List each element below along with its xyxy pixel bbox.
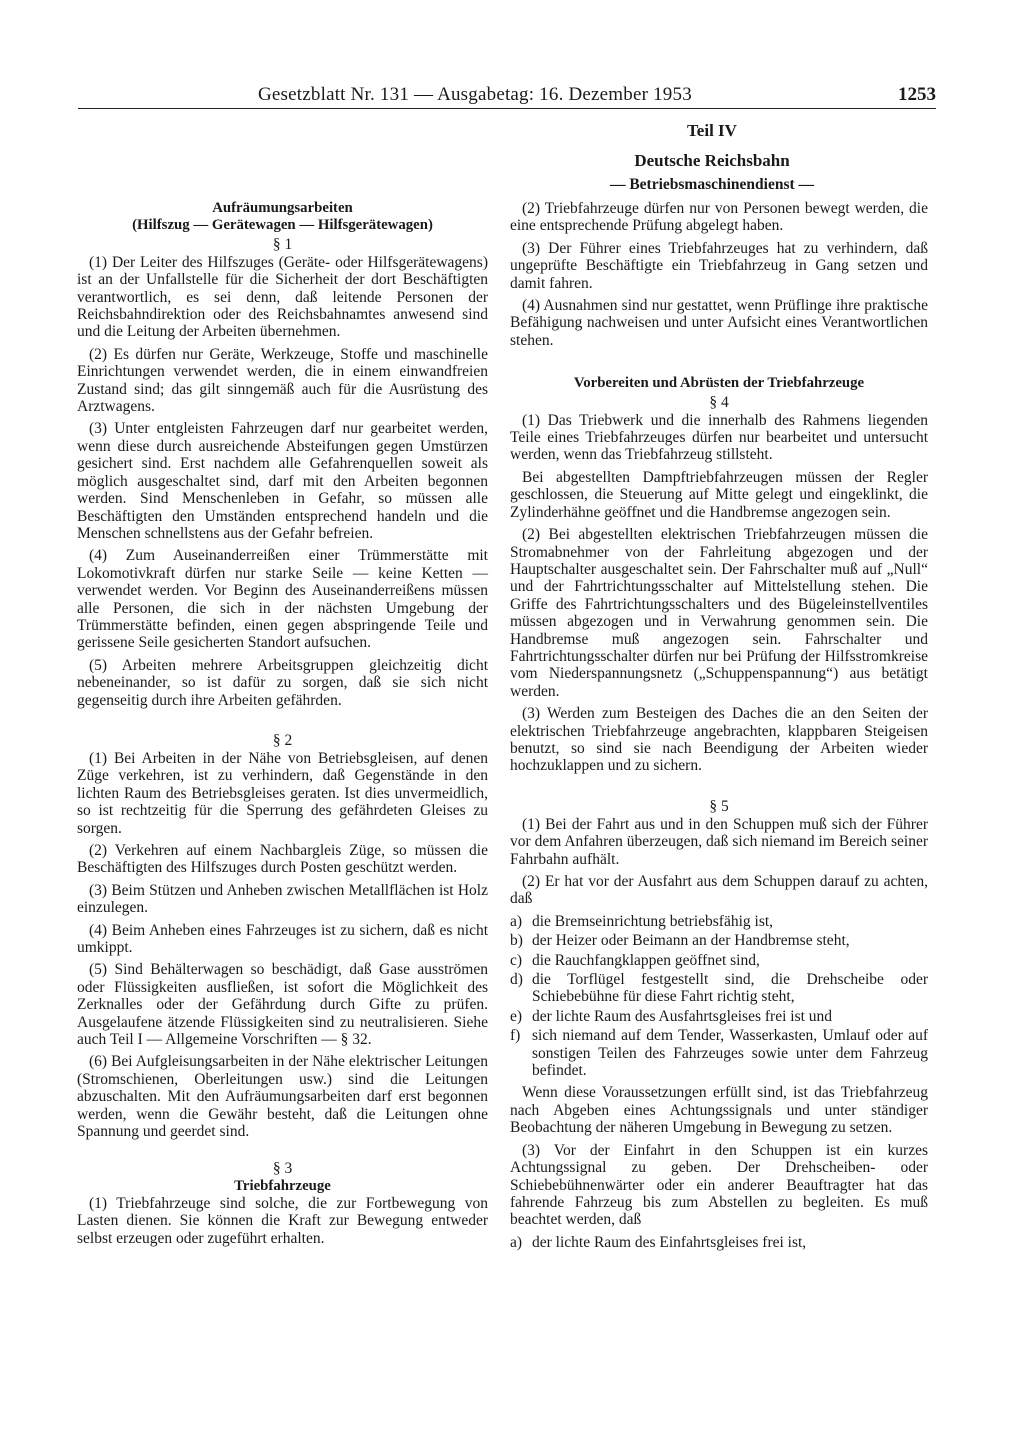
- paragraph: (5) Sind Behälterwagen so beschädigt, daß Gase ausströmen oder Flüssigkeiten ausfließen, ist sofort die Möglichkeit des Zerknalles oder der Gefährdung durch Gifte zu prüfen. Ausgelaufene ätzende Flüssigkeiten sind zu neutralisieren. Siehe auch Teil I — Allgemeine Vorschriften — § 32.: [77, 961, 488, 1049]
- part-title: Teil IV: [687, 121, 737, 140]
- paragraph: (4) Beim Anheben eines Fahrzeuges ist zu sichern, daß es nicht umkippt.: [77, 921, 488, 957]
- list-item-text: die Bremseinrichtung betriebsfähig ist,: [532, 912, 774, 930]
- list-item: [510, 913, 928, 930]
- paragraph: Bei abgestellten Dampftriebfahrzeugen müssen der Regler geschlossen, die Steuerung auf Mitte gelegt und eingeklinkt, die Zylinderhähne geöffnet und die Handbremse angezogen sein.: [510, 468, 928, 521]
- paragraph: (3) Werden zum Besteigen des Daches die an den Seiten der elektrischen Triebfahrzeuge angebrachten, klappbaren Steigeisen benutzt, so sind sie nach Beendigung der Arbeiten wieder hochzuklappen und zu sichern.: [510, 705, 928, 775]
- page-number: 1253: [898, 84, 936, 105]
- list-marker: a): [510, 912, 523, 930]
- paragraph: (2) Bei abgestellten elektrischen Triebfahrzeugen müssen die Stromabnehmer von der Fahrleitung abgezogen und der Hauptschalter ausgeschaltet sein. Der Fahrschalter muß auf „Null“ und der Fahrtrichtungsschalter auf Mittelstellung stehen. Die Griffe des Fahrtrichtungsschalters und des Bügeleinstellventiles müssen abgezogen und in Verwahrung genommen sein. Die Handbremse muß angezogen sein. Fahrschalter und Fahrtrichtungsschalter dürfen nur bei Prüfung der Hilfsstromkreise vom Niederspannungsnetz („Schuppenspannung“) aus betätigt werden.: [510, 526, 928, 700]
- section-heading: Triebfahrzeuge: [234, 1177, 331, 1194]
- list-marker: e): [510, 1007, 523, 1025]
- list-item-text: der Heizer oder Beimann an der Handbremse steht,: [532, 932, 850, 950]
- condition-list: [510, 1234, 928, 1251]
- paragraph: Wenn diese Voraussetzungen erfüllt sind, ist das Triebfahrzeug nach Abgeben eines Achtungssignals und unter ständiger Beobachtung der näheren Umgebung in Bewegung zu setzen.: [510, 1084, 928, 1137]
- list-marker: a): [510, 1233, 523, 1251]
- paragraph: (3) Der Führer eines Triebfahrzeuges hat zu verhindern, daß ungeprüfte Beschäftigte ein Triebfahrzeug in Gang setzen und damit fahren.: [510, 239, 928, 292]
- paragraph-sign-5: § 5: [709, 797, 729, 815]
- paragraph: (1) Bei Arbeiten in der Nähe von Betriebsgleisen, auf denen Züge verkehren, ist zu verhindern, daß Gegenstände in den lichten Raum des Betriebsgleises geraten. Ist dies unvermeidlich, so ist rechtzeitig für die Sperrung des gefährdeten Gleises zu sorgen.: [77, 749, 488, 837]
- section-heading: Vorbereiten und Abrüsten der Triebfahrzeuge: [573, 375, 865, 392]
- paragraph-sign-4: § 4: [709, 393, 729, 411]
- paragraph-sign-1: § 1: [272, 235, 293, 253]
- paragraph-sign-2: § 2: [272, 731, 293, 749]
- list-item: [510, 971, 928, 1006]
- left-column: [77, 200, 488, 1252]
- list-item-text: sich niemand auf dem Tender, Wasserkasten, Umlauf oder auf sonstigen Teilen des Fahrzeuges sowie unter dem Fahrzeug befindet.: [532, 1027, 928, 1080]
- paragraph: (2) Triebfahrzeuge dürfen nur von Personen bewegt werden, die eine entsprechende Prüfung abgelegt haben.: [510, 200, 928, 235]
- paragraph: (2) Er hat vor der Ausfahrt aus dem Schuppen darauf zu achten, daß: [510, 873, 928, 908]
- paragraph-sign-3: § 3: [272, 1159, 293, 1177]
- department-title: — Betriebsmaschinendienst —: [609, 176, 815, 193]
- list-item: [510, 952, 928, 969]
- section-subheading: (Hilfszug — Gerätewagen — Hilfsgerätewagen): [132, 217, 433, 234]
- list-marker: f): [510, 1027, 521, 1045]
- list-item-text: die Torflügel festgestellt sind, die Drehscheibe oder Schiebebühne für diese Fahrt richtig steht,: [532, 971, 928, 1006]
- right-column: [510, 200, 928, 1256]
- list-marker: b): [510, 932, 523, 950]
- list-item: [510, 932, 928, 949]
- list-item-text: der lichte Raum des Einfahrtsgleises frei ist,: [532, 1233, 807, 1251]
- list-item-text: der lichte Raum des Ausfahrtsgleises frei ist und: [532, 1007, 833, 1025]
- list-item: [510, 1234, 928, 1251]
- paragraph: (1) Das Triebwerk und die innerhalb des Rahmens liegenden Teile eines Triebfahrzeuges dürfen nur bearbeitet und untersucht werden, wenn das Triebfahrzeug stillsteht.: [510, 411, 928, 464]
- organization-title: Deutsche Reichsbahn: [634, 151, 790, 170]
- paragraph: (2) Es dürfen nur Geräte, Werkzeuge, Stoffe und maschinelle Einrichtungen verwendet werden, die in einem einwandfreien Zustand sind; das gilt sinngemäß auch für die Ausrüstung des Arztwagens.: [77, 345, 488, 416]
- paragraph: (1) Triebfahrzeuge sind solche, die zur Fortbewegung von Lasten dienen. Sie können die Kraft zur Bewegung entweder selbst erzeugen oder zugeführt erhalten.: [77, 1194, 488, 1247]
- list-marker: d): [510, 971, 523, 989]
- paragraph: (3) Unter entgleisten Fahrzeugen darf nur gearbeitet werden, wenn diese durch ausreichende Absteifungen gegen Umstürzen gesichert sind. Erst nachdem alle Gefahrenquellen soweit als möglich ausgeschaltet sind, darf mit den Arbeiten begonnen werden. Sind Menschenleben in Gefahr, so müssen alle Beschäftigten den Umständen entsprechend handeln und die Menschen schnellstens aus der Gefahr befreien.: [77, 420, 488, 542]
- section-heading: Aufräumungsarbeiten: [212, 200, 353, 216]
- paragraph: (4) Zum Auseinanderreißen einer Trümmerstätte mit Lokomotivkraft dürfen nur starke Seile — keine Ketten — verwendet werden. Vor Beginn des Auseinanderreißens müssen alle Personen, die sich in der nächsten Umgebung der Trümmerstätte befinden, einen gegen abspringende Teile und gerissene Seile gesicherten Standort aufsuchen.: [77, 547, 488, 652]
- paragraph: (3) Beim Stützen und Anheben zwischen Metallflächen ist Holz einzulegen.: [77, 881, 488, 917]
- list-marker: c): [510, 951, 523, 969]
- paragraph: (5) Arbeiten mehrere Arbeitsgruppen gleichzeitig dicht nebeneinander, so ist dafür zu sorgen, daß sie sich nicht gegenseitig durch ihre Arbeiten gefährden.: [77, 656, 488, 709]
- condition-list: [510, 913, 928, 1080]
- list-item-text: die Rauchfangklappen geöffnet sind,: [532, 951, 760, 969]
- paragraph: (1) Der Leiter des Hilfszuges (Geräte- oder Hilfsgerätewagens) ist an der Unfallstelle für die Sicherheit der dort Beschäftigten verantwortlich, es sei denn, daß leitende Personen der Reichsbahndirektion oder des Reichsbahnamtes anwesend sind und die Leitung der Arbeiten übernehmen.: [77, 253, 488, 341]
- page-header: [78, 84, 936, 109]
- paragraph: (4) Ausnahmen sind nur gestattet, wenn Prüflinge ihre praktische Befähigung nachweisen und unter Aufsicht eines Verantwortlichen stehen.: [510, 297, 928, 349]
- paragraph: (1) Bei der Fahrt aus und in den Schuppen muß sich der Führer vor dem Anfahren überzeugen, daß sich niemand im Bereich seiner Fahrbahn aufhält.: [510, 815, 928, 868]
- paragraph: (2) Verkehren auf einem Nachbargleis Züge, so müssen die Beschäftigten des Hilfszuges durch Posten geschützt werden.: [77, 842, 488, 877]
- gazette-title: Gesetzblatt Nr. 131 — Ausgabetag: 16. Dezember 1953: [258, 84, 692, 105]
- list-item: [510, 1008, 928, 1025]
- paragraph: (6) Bei Aufgleisungsarbeiten in der Nähe elektrischer Leitungen (Stromschienen, Oberleitungen usw.) sind die Leitungen abzuschalten. Mit den Aufräumungsarbeiten darf erst begonnen werden, wenn die Gewähr besteht, daß die Leitungen ohne Spannung und geerdet sind.: [77, 1053, 488, 1141]
- paragraph: (3) Vor der Einfahrt in den Schuppen ist ein kurzes Achtungssignal zu geben. Der Drehscheiben- oder Schiebebühnenwärter oder ein anderer Beauftragter hat das fahrende Fahrzeug bis zum Abstellen zu begleiten. Es muß beachtet werden, daß: [510, 1141, 928, 1229]
- list-item: [510, 1027, 928, 1079]
